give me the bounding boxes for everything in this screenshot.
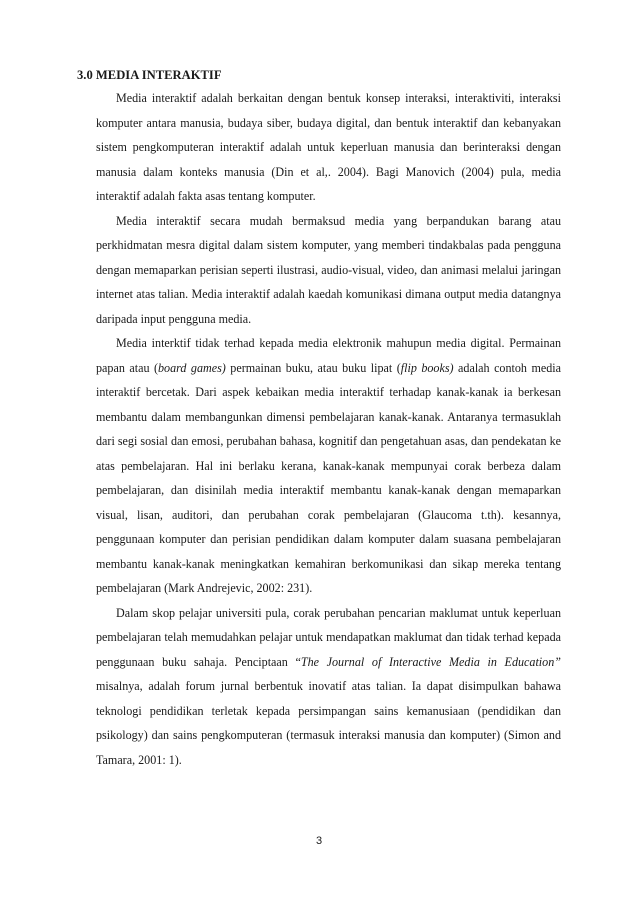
paragraph-text: permainan buku, atau buku lipat ( xyxy=(225,360,401,375)
paragraph-text: adalah contoh media interaktif bercetak. Dari aspek kebaikan media interaktif terhadap kanak-kanak ia berkesan membantu dalam membangunkan dimensi pembelajaran kanak-kanak. Antaranya termasuklah dari segi sosial dan emosi, perubahan bahasa, kognitif dan pengetahuan asas, dan pendekatan ke atas pembelajaran. Hal ini berlaku kerana, kanak-kanak mempunyai corak berbeza dalam pembelajaran, dan disinilah media interaktif membantu kanak-kanak dengan memaparkan visual, lisan, auditori, dan perubahan corak pembelajaran (Glaucoma t.th). kesannya, penggunaan komputer dan perisian pendidikan dalam komputer dalam suasana pembelajaran membantu kanak-kanak meningkatkan kemahiran berkomunikasi dan sikap mereka tentang pembelajaran (Mark Andrejevic, 2002: 231). xyxy=(96,360,561,595)
section-title: MEDIA INTERAKTIF xyxy=(95,68,222,82)
paragraph-text: Dalam skop pelajar universiti pula, corak perubahan pencarian maklumat untuk keperluan pembelajaran telah memudahkan pelajar untuk mendapatkan maklumat dan tidak terhad kepada penggunaan buku sahaja. Penciptaan “ xyxy=(96,605,561,669)
paragraph-text: misalnya, adalah forum jurnal berbentuk inovatif atas talian. Ia dapat disimpulkan bahawa teknologi pendidikan terletak kepada persimpangan sains kemanusiaan (pendidikan dan psikology) dan sains pengkomputeran (termasuk interaksi manusia dan komputer) (Simon and Tamara, 2001: 1). xyxy=(96,679,561,767)
section-heading xyxy=(77,68,222,83)
body-text xyxy=(96,86,561,772)
paragraph-text: Media interaktif secara mudah bermaksud media yang berpandukan barang atau perkhidmatan mesra digital dalam sistem komputer, yang memberi tindakbalas pada pengguna dengan memaparkan perisian seperti ilustrasi, audio-visual, video, dan animasi melalui jaringan internet atas talian. Media interaktif adalah kaedah komunikasi dimana output media datangnya daripada input pengguna media. xyxy=(96,213,561,326)
paragraph-3 xyxy=(96,331,561,601)
section-number: 3.0 xyxy=(77,68,93,82)
italic-text: board games) xyxy=(157,360,226,375)
italic-text: flip books) xyxy=(400,360,454,375)
paragraph-4 xyxy=(96,601,561,773)
paragraph-text: Media interktif tidak terhad kepada media elektronik mahupun media digital. Permainan papan atau ( xyxy=(96,336,561,375)
paragraph-2 xyxy=(96,209,561,332)
paragraph-1 xyxy=(96,86,561,209)
page-number: 3 xyxy=(315,835,323,847)
paragraph-text: Media interaktif adalah berkaitan dengan bentuk konsep interaksi, interaktiviti, interaksi komputer antara manusia, budaya siber, budaya digital, dan bentuk interaktif dan kebanyakan sistem pengkomputeran interaktif adalah untuk keperluan manusia dan berinteraksi dengan manusia dalam konteks manusia (Din et al,. 2004). Bagi Manovich (2004) pula, media interaktif adalah fakta asas tentang komputer. xyxy=(96,91,561,203)
italic-text: The Journal of Interactive Media in Education” xyxy=(300,654,561,669)
